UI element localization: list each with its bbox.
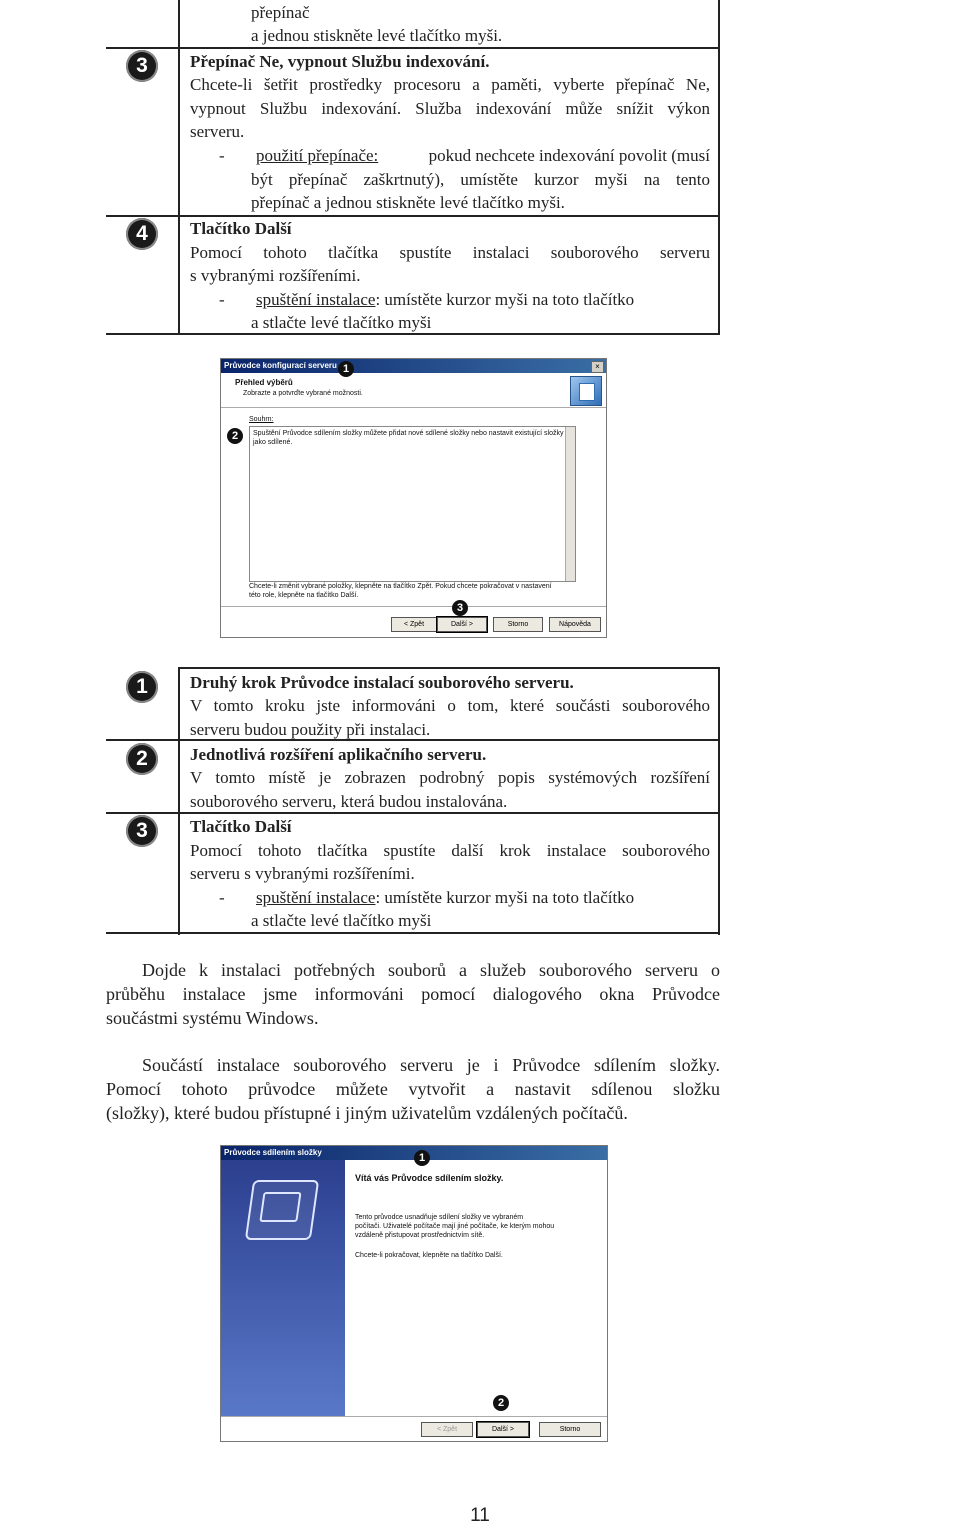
row-divider — [106, 47, 720, 49]
continue-text: Chcete-li pokračovat, klepněte na tlačítko Další. — [355, 1252, 503, 1259]
row-title: Druhý krok Průvodce instalací souborového serveru. — [190, 673, 574, 692]
bullet-line — [256, 288, 634, 311]
text-line: souborového serveru, která budou instalována. — [190, 792, 508, 811]
scrollbar[interactable] — [565, 427, 575, 581]
next-button[interactable]: Další > — [477, 1422, 529, 1437]
body-text: počítači. Uživatelé počítače mají jiné počítače, ke kterým mohou — [355, 1223, 555, 1230]
column-divider — [178, 0, 180, 335]
text-line: přepínač a jednou stiskněte levé tlačítko myši. — [251, 193, 565, 212]
wizard-heading: Vítá vás Průvodce sdílením složky. — [355, 1173, 504, 1183]
callout-2: 2 — [493, 1395, 509, 1411]
row-title: Tlačítko Další — [190, 219, 292, 238]
summary-text: jako sdílené. — [253, 439, 293, 446]
back-button[interactable]: < Zpět — [421, 1422, 473, 1437]
header-subtitle: Zobrazte a potvrďte vybrané možnosti. — [243, 390, 363, 397]
row-title: Jednotlivá rozšíření aplikačního serveru. — [190, 745, 487, 764]
text-line: s vybranými rozšířeními. — [190, 266, 361, 285]
text-line: přepínač — [251, 3, 310, 22]
help-button[interactable]: Nápověda — [549, 617, 601, 632]
summary-text: Spuštění Průvodce sdílením složky můžete přidat nové sdílené složky nebo nastavit existující složky — [253, 430, 564, 437]
bullet-line — [256, 886, 634, 909]
bullet-text: : umístěte kurzor myši na toto tlačítko — [375, 290, 635, 309]
text-line: Součástí instalace souborového serveru je i Průvodce sdílením složky. — [142, 1055, 720, 1075]
bullet-link: spuštění instalace — [256, 290, 376, 309]
table-bottom — [106, 667, 720, 935]
text-line: a stlačte levé tlačítko myši — [251, 313, 432, 332]
text-line: V tomto místě je zobrazen podrobný popis systémových rozšíření — [190, 768, 710, 787]
text-line: serveru. — [190, 122, 245, 141]
table-bottom-border — [106, 932, 720, 934]
bullet-dash: - — [219, 290, 225, 309]
summary-label: Souhrn: — [249, 416, 274, 423]
configure-server-dialog — [220, 358, 607, 638]
table-top-border — [178, 667, 720, 669]
column-divider — [178, 667, 180, 935]
text-line: vypnout Službu indexování. Služba indexování může snížit výkon — [190, 99, 710, 118]
page-number: 11 — [470, 1505, 490, 1526]
text-line: Chcete-li šetřit prostředky procesoru a paměti, vyberte přepínač Ne, — [190, 75, 710, 94]
body-text: Tento průvodce usnadňuje sdílení složky ve vybraném — [355, 1214, 524, 1221]
row-title: Přepínač Ne, vypnout Službu indexování. — [190, 52, 490, 71]
footer-divider — [221, 1416, 607, 1417]
bullet-link: použití přepínače: — [256, 146, 379, 165]
text-line: Dojde k instalaci potřebných souborů a služeb souborového serveru o — [142, 960, 720, 980]
cancel-button[interactable]: Storno — [493, 617, 543, 632]
callout-1: 1 — [338, 361, 354, 377]
step-4-badge: 4 — [126, 218, 158, 250]
share-folder-wizard-dialog — [220, 1145, 608, 1442]
back-button[interactable]: < Zpět — [391, 617, 437, 632]
dialog-titlebar: Průvodce konfigurací serveru — [221, 359, 606, 373]
bullet-link: spuštění instalace — [256, 888, 376, 907]
summary-box — [249, 426, 576, 582]
header-title: Přehled výběrů — [235, 378, 293, 387]
text-line: součástmi systému Windows. — [106, 1008, 319, 1028]
bullet-text: : umístěte kurzor myši na toto tlačítko — [375, 888, 635, 907]
text-line: Pomocí tohoto průvodce můžete vytvořit a nastavit sdílenou složku — [106, 1079, 720, 1099]
wizard-graphic-icon — [570, 376, 602, 406]
text-line: Pomocí tohoto tlačítka spustíte další krok instalace souborového — [190, 841, 710, 860]
callout-2: 2 — [227, 428, 243, 444]
text-line: (složky), které budou přístupné i jiným uživatelům vzdálených počítačů. — [106, 1103, 628, 1123]
bullet-dash: - — [219, 888, 225, 907]
callout-1: 1 — [414, 1150, 430, 1166]
footer-text: Chcete-li změnit vybrané položky, klepněte na tlačítko Zpět. Pokud chcete pokračovat v nastavení — [249, 583, 552, 590]
text-line: V tomto kroku jste informováni o tom, které součásti souborového — [190, 696, 710, 715]
step-3-badge: 3 — [126, 50, 158, 82]
text-line: serveru s vybranými rozšířeními. — [190, 864, 415, 883]
cancel-button[interactable]: Storno — [539, 1422, 601, 1437]
dialog-header — [221, 373, 606, 408]
row-title: Tlačítko Další — [190, 817, 292, 836]
close-button[interactable]: × — [591, 361, 604, 373]
text-line: serveru budou použity při instalaci. — [190, 720, 431, 739]
bullet-text: pokud nechcete indexování povolit (musí — [428, 146, 710, 165]
step-1-badge: 1 — [126, 671, 158, 703]
table-right-border — [718, 0, 720, 335]
wizard-side-panel — [221, 1160, 345, 1416]
text-line: průběhu instalace jsme informováni pomocí dialogového okna Průvodce — [106, 984, 720, 1004]
bullet-dash: - — [219, 146, 225, 165]
callout-3: 3 — [452, 600, 468, 616]
footer-text: této role, klepněte na tlačítko Další. — [249, 592, 359, 599]
table-top — [106, 0, 720, 335]
body-text: vzdáleně přistupovat prostřednictvím sítě. — [355, 1232, 485, 1239]
step-3-badge: 3 — [126, 815, 158, 847]
text-line: a jednou stiskněte levé tlačítko myši. — [251, 26, 503, 45]
text-line: Pomocí tohoto tlačítka spustíte instalaci souborového serveru — [190, 243, 710, 262]
footer-divider — [221, 606, 606, 607]
dialog-titlebar: Průvodce sdílením složky — [221, 1146, 607, 1160]
next-button[interactable]: Další > — [437, 617, 487, 632]
text-line: a stlačte levé tlačítko myši — [251, 911, 432, 930]
step-2-badge: 2 — [126, 743, 158, 775]
folder-illustration-icon — [245, 1180, 319, 1240]
table-right-border — [718, 667, 720, 935]
text-line: být přepínač zaškrtnutý), umístěte kurzor myši na tento — [251, 170, 710, 189]
bullet-line — [256, 144, 710, 167]
